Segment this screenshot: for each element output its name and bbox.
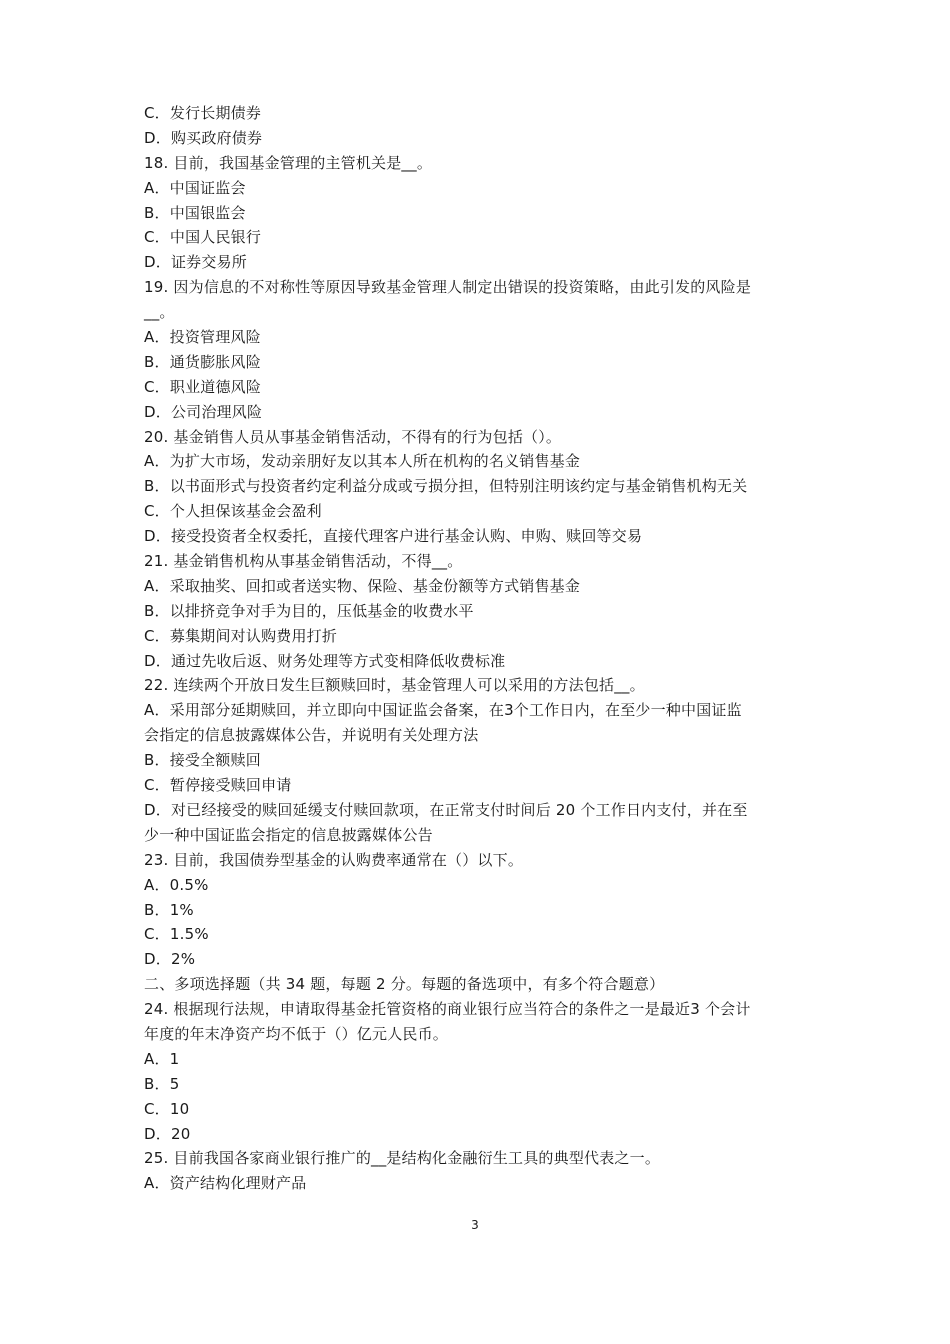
text-line: A．采用部分延期赎回，并立即向中国证监会备案，在3个工作日内，在至少一种中国证监 xyxy=(144,701,742,720)
text-line: D．通过先收后返、财务处理等方式变相降低收费标准 xyxy=(144,651,506,670)
text-line: A．0.5% xyxy=(144,875,209,894)
text-line: 25. 目前我国各家商业银行推广的__是结构化金融衍生工具的典型代表之一。 xyxy=(144,1149,661,1168)
text-line: D．购买政府债券 xyxy=(144,128,263,147)
page-number: 3 xyxy=(471,1218,479,1232)
text-line: 18. 目前，我国基金管理的主管机关是__。 xyxy=(144,153,433,172)
text-line: 会指定的信息披露媒体公告，并说明有关处理方法 xyxy=(144,726,479,745)
text-line: 24. 根据现行法规，申请取得基金托管资格的商业银行应当符合的条件之一是最近3 个会计 xyxy=(144,1000,751,1019)
text-line: 年度的年末净资产均不低于（）亿元人民币。 xyxy=(144,1024,449,1043)
text-line: 21. 基金销售机构从事基金销售活动，不得__。 xyxy=(144,552,463,571)
text-line: C．中国人民银行 xyxy=(144,228,262,247)
text-line: C．10 xyxy=(144,1099,190,1118)
text-line: D．公司治理风险 xyxy=(144,402,263,421)
text-line: A．1 xyxy=(144,1049,180,1068)
text-line: C．个人担保该基金会盈利 xyxy=(144,502,322,521)
text-line: 22. 连续两个开放日发生巨额赎回时，基金管理人可以采用的方法包括__。 xyxy=(144,676,645,695)
text-line: 19. 因为信息的不对称性等原因导致基金管理人制定出错误的投资策略，由此引发的风险是 xyxy=(144,278,752,297)
text-line: D．接受投资者全权委托，直接代理客户进行基金认购、申购、赎回等交易 xyxy=(144,527,643,546)
text-line: 20. 基金销售人员从事基金销售活动，不得有的行为包括（）。 xyxy=(144,427,562,446)
text-line: C．1.5% xyxy=(144,925,209,944)
text-line: D．2% xyxy=(144,950,196,969)
text-line: __。 xyxy=(144,303,175,322)
text-line: D．20 xyxy=(144,1124,191,1143)
text-line: B．以排挤竞争对手为目的，压低基金的收费水平 xyxy=(144,601,474,620)
text-line: A．为扩大市场，发动亲朋好友以其本人所在机构的名义销售基金 xyxy=(144,452,581,471)
text-line: A．投资管理风险 xyxy=(144,328,261,347)
text-line: C．发行长期债券 xyxy=(144,104,262,122)
text-line: 二、多项选择题（共 34 题，每题 2 分。每题的备选项中，有多个符合题意） xyxy=(144,975,665,994)
text-line: B．1% xyxy=(144,900,194,919)
text-line: A．资产结构化理财产品 xyxy=(144,1174,307,1193)
text-line: C．暂停接受赎回申请 xyxy=(144,776,292,795)
text-line: D．对已经接受的赎回延缓支付赎回款项，在正常支付时间后 20 个工作日内支付，并在至 xyxy=(144,800,748,819)
text-line: C．职业道德风险 xyxy=(144,377,262,396)
text-line: A．中国证监会 xyxy=(144,178,246,197)
text-line: B．以书面形式与投资者约定利益分成或亏损分担，但特别注明该约定与基金销售机构无关 xyxy=(144,477,748,496)
text-line: B．5 xyxy=(144,1074,180,1093)
text-line: B．接受全额赎回 xyxy=(144,751,261,770)
document-body xyxy=(144,101,814,1196)
text-line: B．通货膨胀风险 xyxy=(144,352,261,371)
text-line: C．募集期间对认购费用打折 xyxy=(144,626,338,645)
text-line: 少一种中国证监会指定的信息披露媒体公告 xyxy=(144,825,433,844)
text-line: A．采取抽奖、回扣或者送实物、保险、基金份额等方式销售基金 xyxy=(144,576,581,595)
text-line: B．中国银监会 xyxy=(144,203,246,222)
text-line: D．证券交易所 xyxy=(144,253,247,272)
text-line: 23. 目前，我国债券型基金的认购费率通常在（）以下。 xyxy=(144,850,524,869)
